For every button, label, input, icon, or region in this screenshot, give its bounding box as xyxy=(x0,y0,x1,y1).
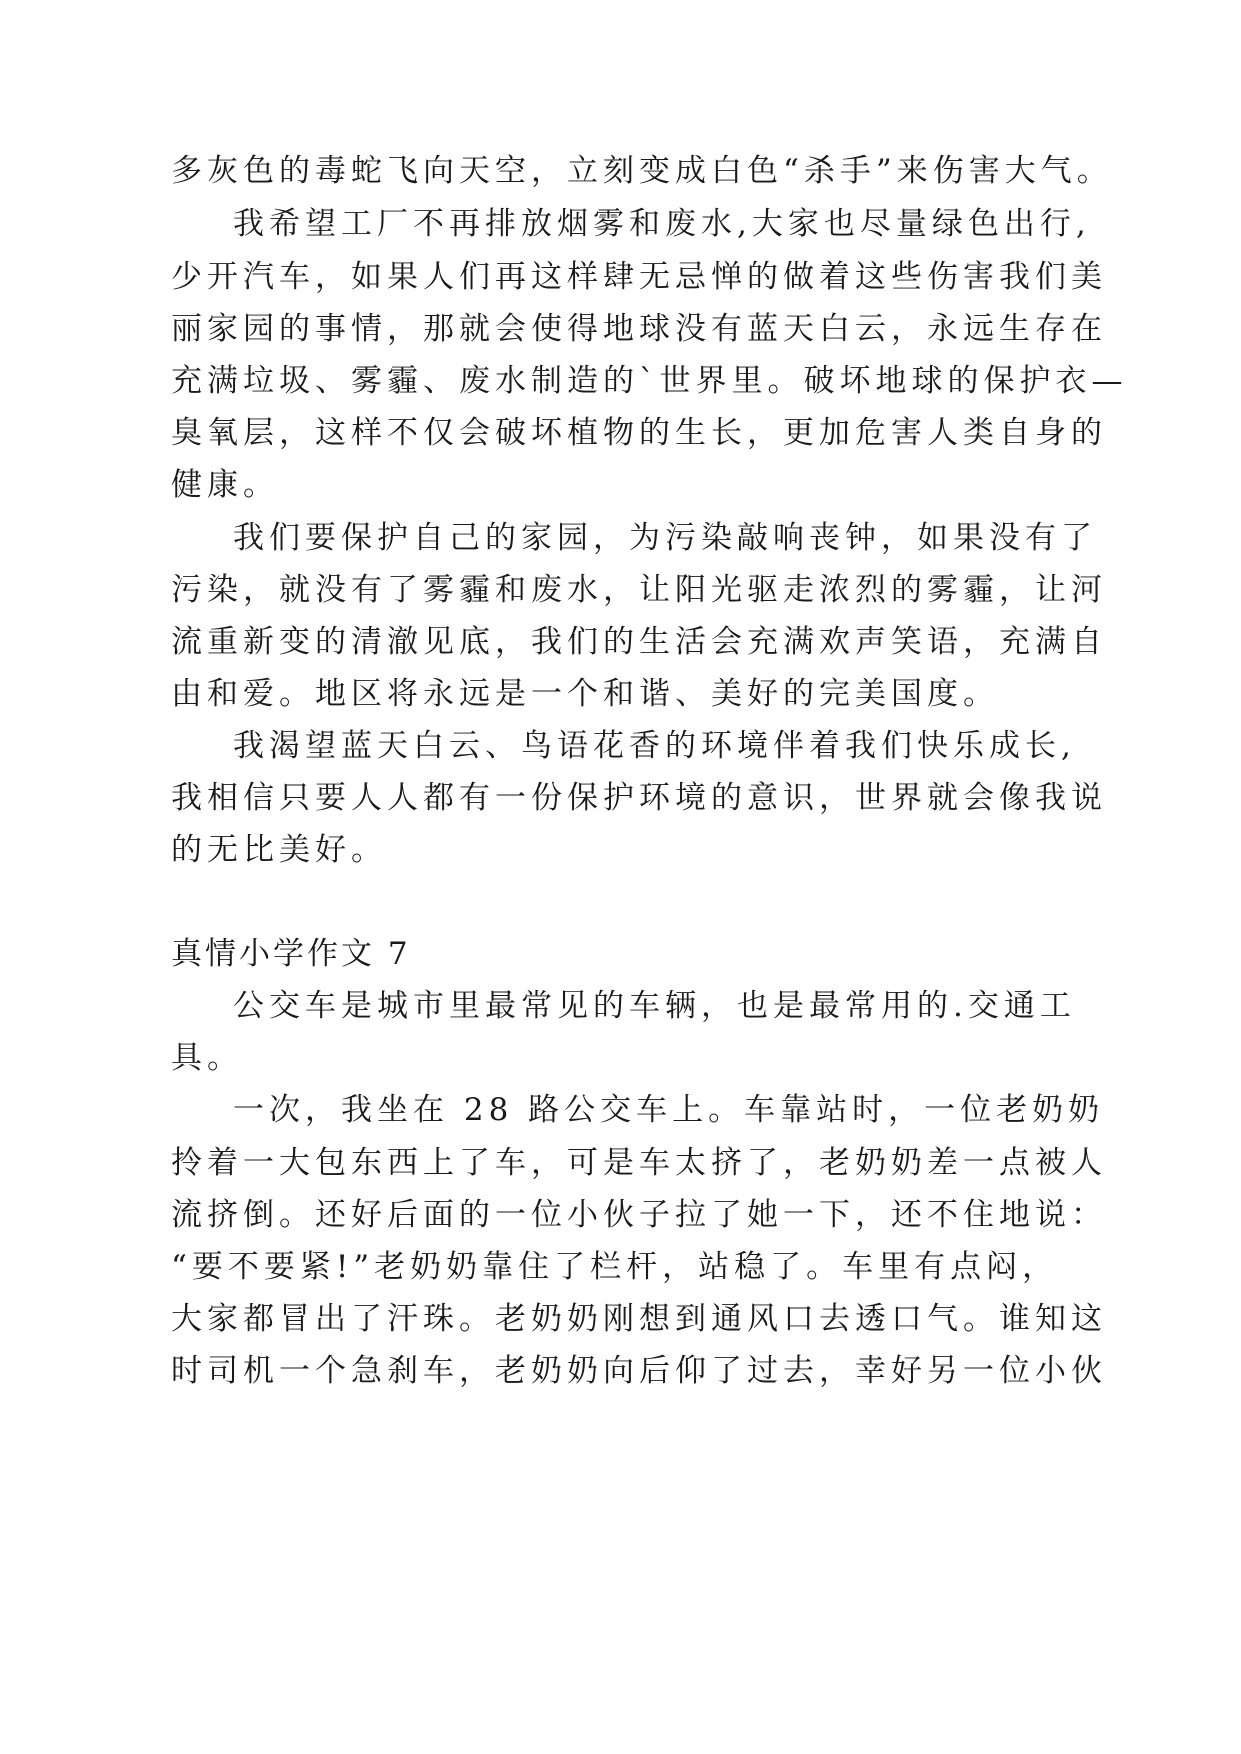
text-line: 大家都冒出了汗珠。老奶奶刚想到通风口去透口气。谁知这 xyxy=(171,1301,1107,1337)
text-line: 公交车是城市里最常见的车辆，也是最常用的.交通工 xyxy=(233,988,1076,1024)
text-line: 少开汽车，如果人们再这样肆无忌惮的做着这些伤害我们美 xyxy=(171,259,1107,295)
text-line: 流挤倒。还好后面的一位小伙子拉了她一下，还不住地说： xyxy=(171,1197,1107,1233)
text-line: 一次，我坐在 28 路公交车上。车靠站时，一位老奶奶 xyxy=(233,1092,1105,1128)
text-line: 多灰色的毒蛇飞向天空，立刻变成白色“杀手”来伤害大气。 xyxy=(171,153,1113,189)
text-line: 我渴望蓝天白云、鸟语花香的环境伴着我们快乐成长, xyxy=(233,728,1076,764)
text-line: 丽家园的事情，那就会使得地球没有蓝天白云，永远生存在 xyxy=(171,311,1107,347)
text-line: 我相信只要人人都有一份保护环境的意识，世界就会像我说 xyxy=(171,780,1107,816)
text-line: 拎着一大包东西上了车，可是车太挤了，老奶奶差一点被人 xyxy=(171,1145,1107,1181)
text-line: 由和爱。地区将永远是一个和谐、美好的完美国度。 xyxy=(171,676,999,712)
text-line: 流重新变的清澈见底，我们的生活会充满欢声笑语，充满自 xyxy=(171,624,1107,660)
text-line: 臭氧层，这样不仅会破坏植物的生长，更加危害人类自身的 xyxy=(171,415,1107,451)
text-line: 的无比美好。 xyxy=(171,832,387,868)
text-line: 我希望工厂不再排放烟雾和废水,大家也尽量绿色出行, xyxy=(233,206,1091,242)
text-line: 健康。 xyxy=(171,467,279,503)
text-line: 充满垃圾、雾霾、废水制造的`世界里。破坏地球的保护衣— xyxy=(171,363,1128,399)
text-line: 污染，就没有了雾霾和废水，让阳光驱走浓烈的雾霾，让河 xyxy=(171,572,1107,608)
text-line: 时司机一个急刹车，老奶奶向后仰了过去，幸好另一位小伙 xyxy=(171,1353,1107,1389)
text-line: 我们要保护自己的家园，为污染敲响丧钟，如果没有了 xyxy=(233,520,1097,556)
section-heading: 真情小学作文 7 xyxy=(171,936,411,972)
text-line: 具。 xyxy=(171,1040,243,1076)
text-line: “要不要紧!”老奶奶靠住了栏杆，站稳了。车里有点闷， xyxy=(171,1249,1059,1285)
